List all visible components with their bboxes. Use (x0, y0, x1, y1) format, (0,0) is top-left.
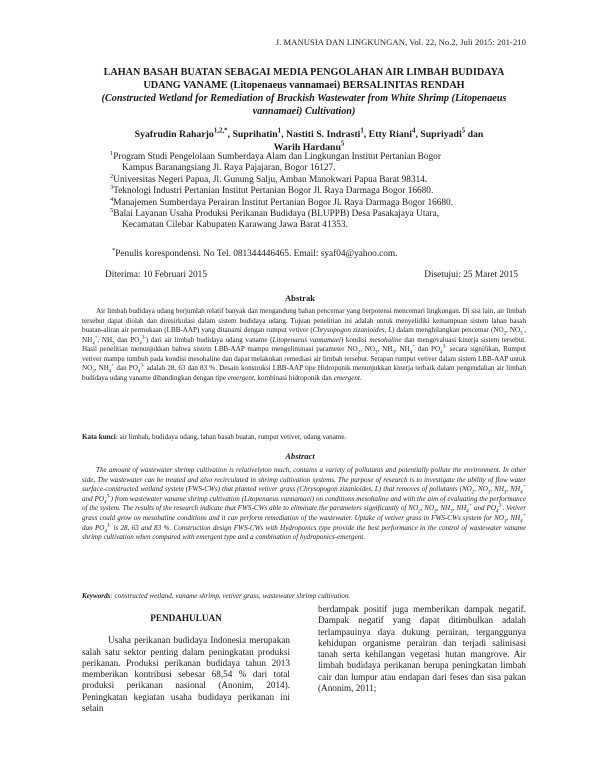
affiliation-sup: 5 (110, 206, 114, 214)
accepted-date: Disetujui: 25 Maret 2015 (424, 270, 518, 280)
author-name: Etty Riani (368, 129, 412, 140)
kata-kunci-label: Kata kunci (82, 433, 116, 441)
affiliation-text-cont: Kampus Baranangsiang Jl. Raya Pajajaran, Bogor 16127. (122, 163, 336, 174)
article-dates (105, 270, 518, 280)
affiliation-sup: 1 (110, 149, 114, 157)
author-affil-sup: 1 (360, 127, 364, 135)
keywords-text: : constructed wetland, vaname shrimp, vetiver grass, wastewater shrimp cultivation. (110, 592, 351, 600)
author-name: Suprihatin (232, 129, 278, 140)
body-column-left (82, 604, 290, 714)
abstrak-heading: Abstrak (284, 293, 316, 303)
author-affil-sup: 1 (277, 127, 282, 135)
affiliation-item (110, 186, 540, 197)
kata-kunci (82, 433, 526, 441)
author-name: Syafrudin Raharjo (134, 129, 214, 140)
body-paragraph: Usaha perikanan budidaya Indonesia merupakan salah satu sektor penting dalam peningkatan produksi perikanan. Produksi perikanan budidaya tahun 2013 memberikan kontribusi sebesar 68,54 % dari total produksi perikanan nasional (Anonim, 2014). Peningkatan kegiatan usaha budidaya perikanan ini selain (82, 635, 290, 714)
author-affil-sup: 5 (461, 127, 466, 135)
author-name: Nastiti S. Indrasti (286, 129, 361, 140)
affiliation-item (110, 172, 540, 186)
title-line-1: LAHAN BASAH BUATAN SEBAGAI MEDIA PENGOLAHAN AIR LIMBAH BUDIDAYA (103, 67, 505, 78)
affiliation-list (110, 149, 540, 232)
author-conjunction: dan (467, 129, 484, 140)
keywords-label: Keywords (82, 592, 111, 600)
kata-kunci-text: : air limbah, budidaya udang, lahan basah buatan, rumput vetiver, udang vaname. (115, 433, 347, 441)
running-head: J. MANUSIA DAN LINGKUNGAN, Vol. 22, No.2, Juli 2015: 201-210 (275, 37, 526, 47)
body-column-right (318, 604, 526, 694)
affiliation-text-cont: Kecamatan Cilebar Kabupaten Karawang Jawa Barat 41353. (122, 220, 348, 231)
title-line-4: vannamaei) Cultivation) (252, 106, 356, 117)
affiliation-sup: 4 (110, 195, 114, 203)
body-paragraph: berdampak positif juga memberikan dampak negatif. Dampak negatif yang dapat ditimbulkan adalah terlampauinya daya dukung perairan, terganggunya kehidupan organisme perairan dan terjadi salinisasi tanah serta kehilangan vegetasi hutan mangrove. Air limbah budidaya perikanan berupa peningkatan limbah cair dan lumpur atau endapan dari feses dan sisa pakan (Anonim, 2011; (318, 604, 526, 694)
abstrak-text: Air limbah budidaya udang berjumlah relatif banyak dan mengandung bahan pencemar yang berpotensi mencemari lingkungan. Di sisi lain, air limbah tersebut dapat diolah dan diresirkulasi dalam sistem budidaya udang. Tujuan penelitian ini adalah untuk menyelidiki kemampuan sistem lahan basah buatan-aliran air permukaan (LBB-AAP) yang ditanami dengan rumput vetiver (Chrysopogon zizanioides, L) dalam menghilangkan pencemar ($NO_2$, $NO_3^-$, $NH_4^+$, $NH_3$ dan $PO_4^{3-}$) dari air limbah budidaya udang vaname (Litopenaeus vannamaei) kondisi mesohaline dan mengevaluasi kinerja sistem tersebut. Hasil penelitian menunjukkan bahwa sistem LBB-AAP mampu mengeliminasi parameter $NO_2$, $NO_3$, $NH_3$, $NH_4^+$ dan $PO_4^{3-}$ secara signifikan. Rumput vetiver mampu tumbuh pada kondisi mesohaline dan dapat melakukan remediasi air limbah tersebut. Serapan rumput vetiver dalam sistem LBB-AAP untuk $NO_3$, $NH_4^+$ dan $PO_4^{3-}$ adalah 28, 63 dan 83 %. Desain konstruksi LBB-AAP tipe Hidroponik menunjukkan kinerja terbaik dalam pengendalian air limbah budidaya udang vaname dibandingkan dengan tipe emergent, kombinasi hidroponik dan emergent. (82, 307, 527, 382)
affiliation-item (110, 149, 540, 175)
section-heading: PENDAHULUAN (150, 613, 222, 623)
received-date: Diterima: 10 Februari 2015 (105, 270, 207, 280)
affiliation-text: Teknologi Industri Pertanian Institut Pertanian Bogor Jl. Raya Darmaga Bogor 16680. (113, 186, 434, 197)
affiliation-sup: 3 (110, 184, 114, 192)
author-list: Syafrudin Raharjo$^{1,2,*}$, Suprihatin$^1$, Nastiti S. Indrasti$^1$, Etty Riani$^4$, Supriyadi$^5$ dan Warih Hardanu$^5$ (134, 127, 484, 153)
author-affil-sup: 1,2,* (213, 127, 228, 135)
affiliation-text: Program Studi Pengelolaan Sumberdaya Alam dan Lingkungan Institut Pertanian Bogor (113, 152, 441, 162)
correspondence-note (112, 246, 540, 259)
affiliation-text: Balai Layanan Usaha Produksi Perikanan Budidaya (BLUPPB) Desa Pasakajaya Utara, (113, 209, 440, 220)
affiliation-text: Universitas Negeri Papua, Jl. Gunung Salju, Amban Manokwari Papua Barat 98314. (113, 174, 428, 185)
abstract-heading: Abstract (285, 451, 315, 461)
title-line-3: (Constructed Wetland for Remediation of Brackish Wastewater from White Shrimp (Litopenaeus (101, 93, 507, 104)
article-title (70, 66, 538, 118)
affiliation-item (110, 206, 540, 232)
author-name: Supriyadi (420, 129, 462, 140)
correspondence-text: Penulis korespondensi. No Tel. 081344446465. Email: syaf04@yahoo.com. (115, 249, 398, 259)
author-affil-sup: 4 (411, 127, 416, 135)
affiliation-item (110, 195, 540, 209)
abstract-text: The amount of wastewater shrimp cultivation is relativelytoo much, contains a variety of pollutants and potentially pollute the environment. In other side, The wastewater can be treated and also recirculated in shrimp cultivation systems. The purpose of research is to investigate the ability of flow water surface-constructed wetland system (FWS-CWs) that planted vetiver grass (Chrysopogon zizanioides, L) that removes of pollutants ($NO_2$, $NO_3$, $NH_3$, $NH_4^+$ and $PO_4^{3-}$) from wastewater vaname shrimp cultivation (Litopenaeus vannamaei) on conditions mesohaline and with the aim of evaluating the performance of the system. The results of the research indicate that FWS-CWs able to eliminate the parameters significantly of $NO_2$, $NO_3$, $NH_3$, $NH_4^+$ and $PO_4^{3-}$. Vetiver grass could grow on mesohaline conditions and it can perform remediation of the wastewater. Uptake of vetiver grass in FWS-CWs system for $NO_3$, $NH_4^+$ dan $PO_4^{3-}$ is 28, 63 and 83 %. Construction design FWS-CWs with Hydroponics type provide the best performance in the control of wastewater vaname shrimp cultivation when compared with emergent type and a combination of hydroponics-emergent. (82, 466, 527, 542)
keywords (82, 592, 526, 600)
affiliation-sup: 2 (110, 172, 114, 180)
author-name: Warih Hardanu (273, 142, 341, 153)
title-line-2: UDANG VANAME (Litopenaeus vannamaei) BERSALINITAS RENDAH (143, 80, 465, 91)
author-affil-sup: 5 (340, 140, 345, 148)
affiliation-text: Manajemen Sumberdaya Perairan Institut Pertanian Bogor Jl. Raya Darmaga Bogor 16680. (113, 197, 454, 208)
correspondence-sup: * (112, 246, 116, 254)
